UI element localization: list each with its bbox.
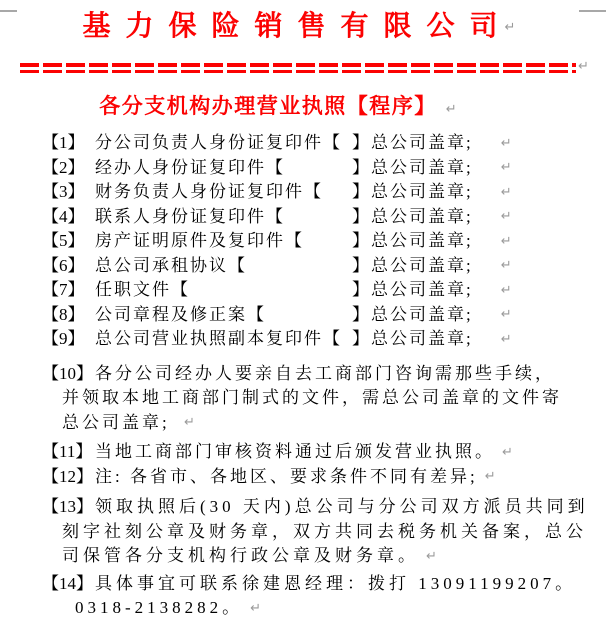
- margin-crop-mark-left: [0, 10, 17, 12]
- item-label: 财务负责人身份证复印件【: [95, 182, 323, 201]
- item-label: 联系人身份证复印件【: [95, 206, 285, 226]
- item-label: 总公司承租协议【: [95, 255, 247, 275]
- item-number: 【2】: [42, 157, 85, 177]
- paragraph-mark-icon: ↵: [500, 307, 514, 323]
- item-label: 分公司负责人身份证复印件【: [95, 133, 342, 152]
- bracket-close: 】: [352, 255, 371, 275]
- blank-bracket-field: [95, 229, 371, 254]
- paragraph-mark-icon: ↵: [250, 600, 266, 616]
- procedure-item-line: [42, 596, 606, 621]
- item-text: 当地工商部门审核资料通过后颁发营业执照。: [95, 442, 495, 461]
- bracket-close: 】: [352, 182, 371, 201]
- item-text: 总公司盖章;: [62, 412, 177, 432]
- item-suffix: 总公司盖章;: [371, 157, 473, 177]
- item-number: 【1】: [42, 133, 85, 152]
- paragraph-mark-icon: ↵: [484, 469, 499, 485]
- item-suffix: 总公司盖章;: [371, 182, 473, 201]
- paragraph-mark-icon: ↵: [500, 160, 514, 176]
- item-text: 司保管各分支机构行政公章及财务章。: [62, 546, 419, 565]
- item-number: 【14】: [42, 573, 93, 593]
- blank-bracket-field: [95, 180, 371, 205]
- procedure-item: [42, 254, 606, 279]
- item-number: 【5】: [42, 231, 85, 250]
- paragraph-mark-icon: ↵: [500, 282, 514, 298]
- bracket-close: 】: [352, 304, 371, 324]
- item-number: 【12】: [42, 466, 93, 486]
- item-number: 【6】: [42, 255, 85, 275]
- procedure-item: [42, 156, 606, 181]
- procedure-item-line: [42, 411, 606, 436]
- paragraph-mark-icon: ↵: [445, 102, 457, 117]
- procedure-item-line: [42, 362, 606, 387]
- item-suffix: 总公司盖章;: [371, 329, 473, 348]
- bracket-close: 】: [352, 329, 371, 348]
- item-text: 各分公司经办人要亲自去工商部门咨询需那些手续，: [95, 363, 555, 383]
- paragraph-mark-icon: ↵: [500, 331, 514, 347]
- item-number: 【7】: [42, 280, 85, 299]
- procedure-item: [42, 229, 606, 254]
- paragraph-mark-icon: ↵: [504, 19, 516, 35]
- procedure-item: [42, 327, 606, 352]
- procedure-item-line: [42, 465, 606, 490]
- blank-bracket-field: [95, 303, 371, 328]
- paragraph-mark-icon: ↵: [500, 233, 514, 249]
- procedure-item: [42, 131, 606, 156]
- item-text: 注: 各省市、各地区、要求条件不同有差异;: [95, 466, 478, 486]
- item-number: 【9】: [42, 329, 85, 348]
- paragraph-mark-icon: ↵: [502, 444, 516, 460]
- section-heading: 各分支机构办理营业执照【程序】: [99, 94, 437, 118]
- bracket-close: 】: [352, 157, 371, 177]
- bracket-close: 】: [352, 231, 371, 250]
- paragraph-mark-icon: ↵: [500, 258, 514, 274]
- procedure-item-line: [42, 495, 606, 520]
- paragraph-mark-icon: ↵: [426, 548, 441, 564]
- procedure-item-line: [42, 386, 606, 411]
- item-label: 任职文件【: [95, 280, 190, 299]
- procedure-item-line: [42, 520, 606, 545]
- item-label: 公司章程及修正案【: [95, 304, 266, 324]
- heading-row: [0, 91, 606, 121]
- item-suffix: 总公司盖章;: [371, 206, 473, 226]
- item-suffix: 总公司盖章;: [371, 304, 473, 324]
- item-number: 【11】: [42, 442, 93, 461]
- paragraph-mark-icon: ↵: [500, 184, 514, 200]
- procedure-list: [0, 131, 606, 621]
- item-suffix: 总公司盖章;: [371, 280, 473, 299]
- item-number: 【13】: [42, 497, 93, 516]
- item-suffix: 总公司盖章;: [371, 231, 473, 250]
- document-page[interactable]: [0, 8, 606, 634]
- divider-row: [20, 60, 606, 73]
- bracket-close: 】: [352, 133, 371, 152]
- item-text: 领取执照后(30 天内)总公司与分公司双方派员共同到: [95, 497, 589, 516]
- item-number: 【10】: [42, 363, 93, 383]
- paragraph-mark-icon: ↵: [500, 135, 514, 151]
- item-suffix: 总公司盖章;: [371, 133, 473, 152]
- blank-bracket-field: [95, 278, 371, 303]
- procedure-item: [42, 303, 606, 328]
- item-label: 总公司营业执照副本复印件【: [95, 329, 342, 348]
- bracket-close: 】: [352, 280, 371, 299]
- paragraph-mark-icon: ↵: [578, 59, 589, 74]
- item-number: 【4】: [42, 206, 85, 226]
- blank-bracket-field: [95, 156, 371, 181]
- item-number: 【3】: [42, 182, 85, 201]
- blank-bracket-field: [95, 254, 371, 279]
- paragraph-mark-icon: ↵: [183, 415, 198, 431]
- procedure-item-line: [42, 544, 606, 569]
- procedure-item: [42, 205, 606, 230]
- item-label: 经办人身份证复印件【: [95, 157, 285, 177]
- item-number: 【8】: [42, 304, 85, 324]
- blank-bracket-field: [95, 131, 371, 156]
- item-text: 具体事宜可联系徐建恩经理：拨打 13091199207。: [95, 573, 577, 593]
- title-row: [0, 8, 606, 46]
- item-text: 0318-2138282。: [75, 598, 244, 617]
- blank-bracket-field: [95, 327, 371, 352]
- item-text: 刻字社刻公章及财务章，双方共同去税务机关备案，总公: [62, 521, 587, 541]
- procedure-item-line: [42, 572, 606, 597]
- procedure-item: [42, 278, 606, 303]
- blank-bracket-field: [95, 205, 371, 230]
- item-suffix: 总公司盖章;: [371, 255, 473, 275]
- procedure-item-line: [42, 440, 606, 465]
- double-line-divider: [20, 63, 576, 73]
- paragraph-mark-icon: ↵: [500, 209, 514, 225]
- procedure-item: [42, 180, 606, 205]
- margin-crop-mark-right: [579, 10, 606, 12]
- company-title: 基 力 保 险 销 售 有 限 公 司: [82, 11, 502, 42]
- item-label: 房产证明原件及复印件【: [95, 231, 304, 250]
- item-text: 并领取本地工商部门制式的文件，需总公司盖章的文件寄: [62, 388, 562, 407]
- bracket-close: 】: [352, 206, 371, 226]
